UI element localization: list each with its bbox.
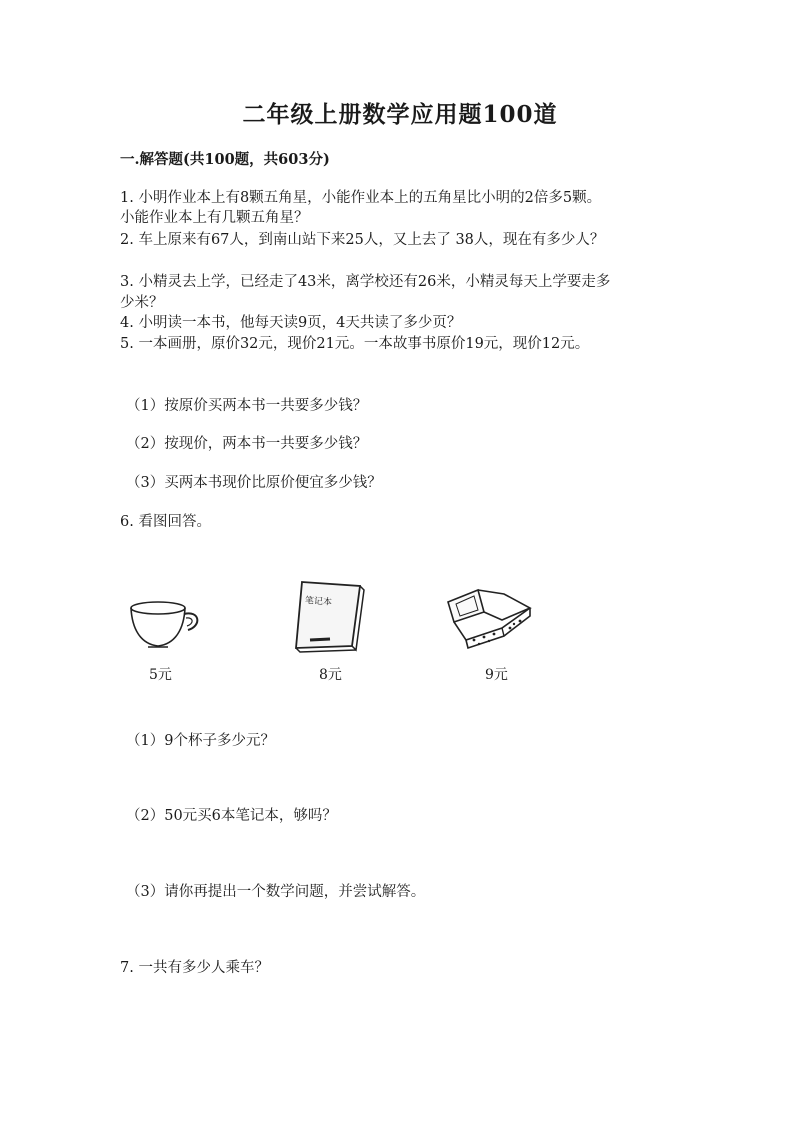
- question-5-sub-2: （2）按现价，两本书一共要多少钱？: [126, 436, 368, 452]
- question-3-line-2: 少米？: [120, 295, 164, 311]
- cup-price: 5元: [149, 667, 172, 683]
- question-1-line-1: 1. 小明作业本上有8颗五角星，小能作业本上的五角星比小明的2倍多5颗。: [120, 190, 602, 206]
- pencil-box-illustration: [444, 582, 534, 654]
- question-2: 2. 车上原来有67人，到南山站下来25人，又上去了 38人，现在有多少人？: [120, 232, 605, 248]
- question-6-sub-1: （1）9个杯子多少元？: [126, 733, 275, 749]
- notebook-cover-label: 笔记本: [304, 596, 333, 608]
- question-6-sub-3: （3）请你再提出一个数学问题，并尝试解答。: [126, 884, 426, 900]
- notebook-illustration: [290, 578, 370, 654]
- notebook-price: 8元: [319, 667, 342, 683]
- question-6-sub-2: （2）50元买6本笔记本，够吗？: [126, 808, 337, 824]
- question-6: 6. 看图回答。: [120, 514, 211, 530]
- teacup-illustration: [126, 598, 206, 656]
- question-4: 4. 小明读一本书，他每天读9页，4天共读了多少页？: [120, 315, 462, 331]
- question-7: 7. 一共有多少人乘车？: [120, 960, 269, 976]
- question-5-sub-1: （1）按原价买两本书一共要多少钱？: [126, 398, 368, 414]
- page-title: 二年级上册数学应用题100道: [242, 101, 558, 128]
- question-3-line-1: 3. 小精灵去上学，已经走了43米，离学校还有26米，小精灵每天上学要走多: [120, 274, 611, 290]
- box-price: 9元: [485, 667, 508, 683]
- question-5: 5. 一本画册，原价32元，现价21元。一本故事书原价19元，现价12元。: [120, 336, 590, 352]
- question-1-line-2: 小能作业本上有几颗五角星？: [120, 210, 309, 226]
- question-5-sub-3: （3）买两本书现价比原价便宜多少钱？: [126, 475, 382, 491]
- section-heading: 一.解答题(共100题，共603分): [120, 151, 330, 168]
